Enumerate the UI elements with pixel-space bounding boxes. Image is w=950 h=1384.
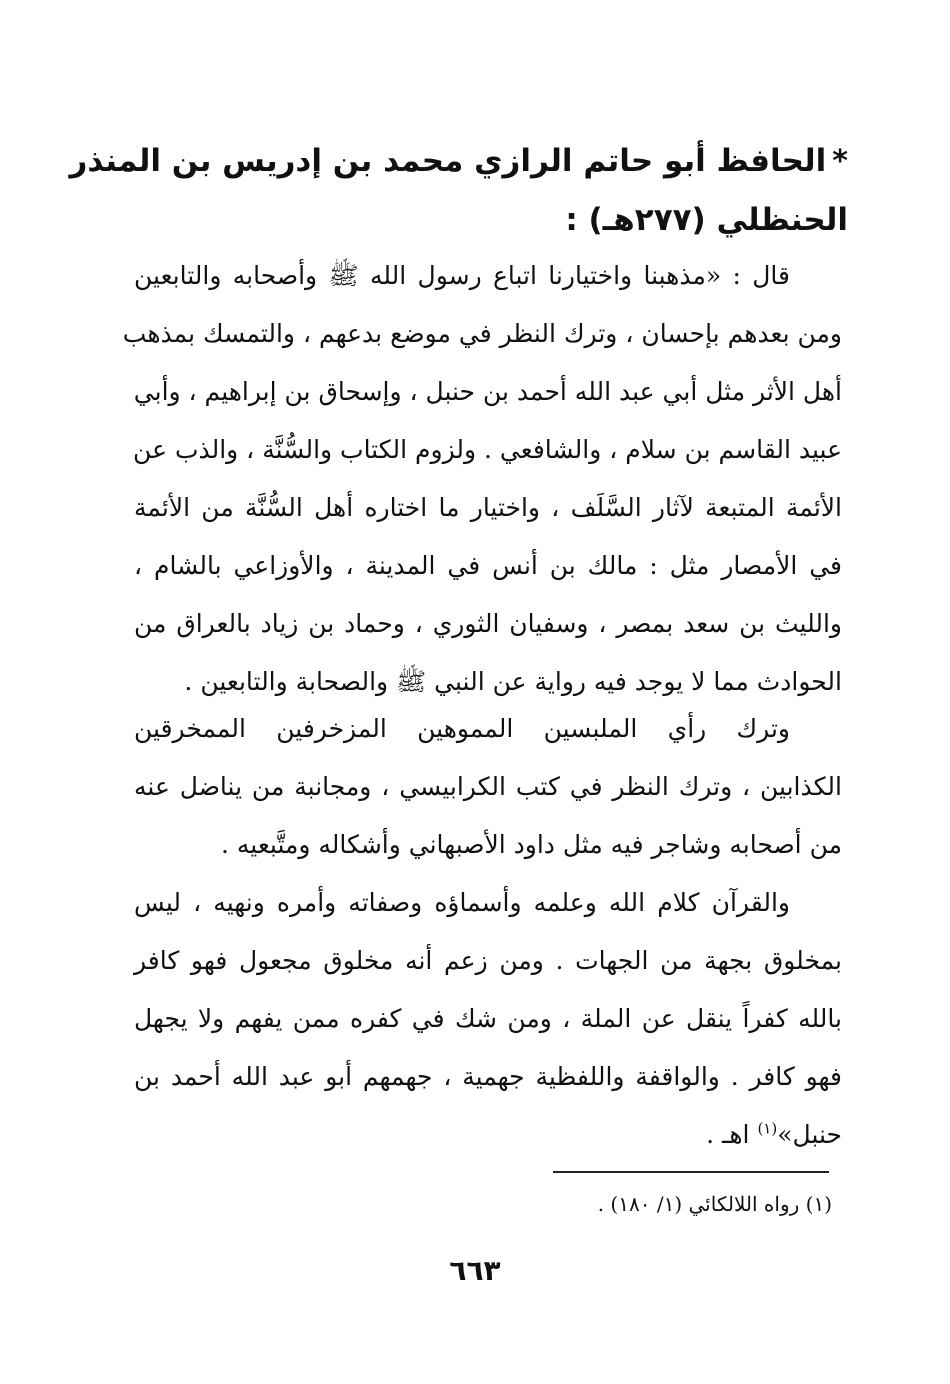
footnote: (١) رواه اللالكائي (١/ ١٨٠) . [597, 1192, 832, 1216]
text-line: والقرآن كلام الله وعلمه وأسماؤه وصفاته وأمره ونهيه ، ليس [134, 888, 790, 917]
text-line: الكذابين ، وترك النظر في كتب الكرابيسي ، ومجانبة من يناضل عنه [134, 772, 842, 801]
section-heading [69, 132, 848, 249]
text-line: الحوادث مما لا يوجد فيه رواية عن النبي ﷺ والصحابة والتابعين . [184, 667, 842, 696]
text-line: بالله كفراً ينقل عن الملة ، ومن شك في كفره ممن يفهم ولا يجهل [134, 1004, 842, 1033]
footnote-reference[interactable]: (١) [757, 1119, 778, 1138]
text-line: قال : «مذهبنا واختيارنا اتباع رسول الله ﷺ وأصحابه والتابعين [134, 261, 790, 290]
text-line: عبيد القاسم بن سلام ، والشافعي . ولزوم الكتاب والسُّنَّة ، والذب عن [133, 435, 842, 464]
text-line: أهل الأثر مثل أبي عبد الله أحمد بن حنبل ، وإسحاق بن إبراهيم ، وأبي [133, 377, 842, 406]
paragraph-madhhab [122, 247, 842, 711]
text-line: حنبل»$^{(١)}$ اهـ . [706, 1119, 842, 1149]
text-line: بمخلوق بجهة من الجهات . ومن زعم أنه مخلوق مجعول فهو كافر [134, 946, 842, 975]
text-line: في الأمصار مثل : مالك بن أنس في المدينة ، والأوزاعي بالشام ، [134, 551, 842, 580]
asterisk-icon: * [832, 144, 848, 179]
paragraph-tark [134, 700, 842, 874]
text-line: ومن بعدهم بإحسان ، وترك النظر في موضع بدعهم ، والتمسك بمذهب [122, 319, 842, 348]
text-line: فهو كافر . والواقفة واللفظية جهمية ، جهمهم أبو عبد الله أحمد بن [134, 1062, 842, 1091]
page-number: ٦٦٣ [449, 1254, 501, 1287]
paragraph-quran [134, 874, 842, 1164]
text-line: وترك رأي الملبسين المموهين المزخرفين الممخرقين [134, 714, 790, 743]
footnote-separator [553, 1171, 829, 1173]
heading-line: الحنظلي (٢٧٧هـ) : [565, 202, 848, 238]
text-line: الأئمة المتبعة لآثار السَّلَف ، واختيار ما اختاره أهل السُّنَّة من الأئمة [134, 493, 842, 522]
text-line: من أصحابه وشاجر فيه مثل داود الأصبهاني وأشكاله ومتَّبعيه . [221, 830, 842, 859]
text-line: والليث بن سعد بمصر ، وسفيان الثوري ، وحماد بن زياد بالعراق من [134, 609, 842, 638]
heading-line: *الحافظ أبو حاتم الرازي محمد بن إدريس بن المنذر [69, 143, 848, 179]
